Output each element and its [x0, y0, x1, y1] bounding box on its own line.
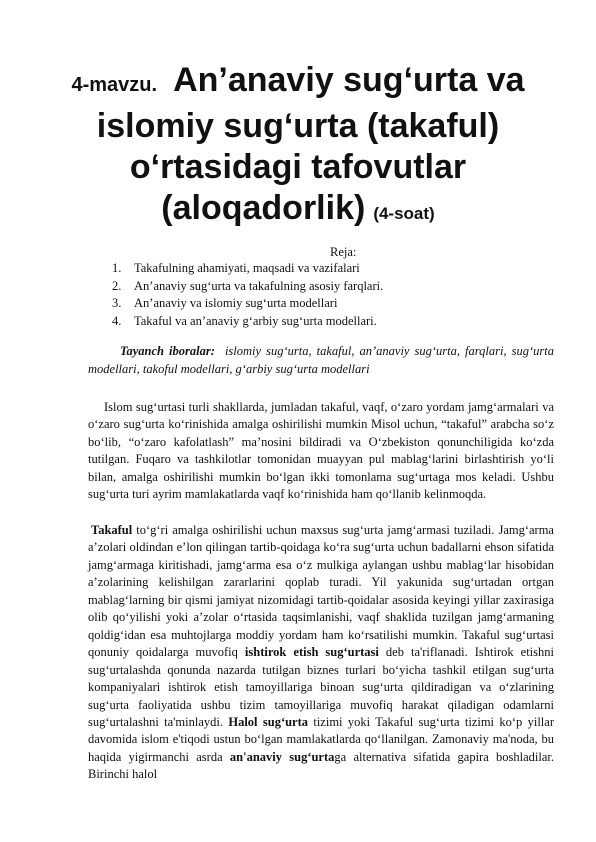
plan-item-number: 3.: [112, 296, 122, 310]
lecture-title: [60, 60, 536, 234]
keywords-text: islomiy sug‘urta, takaful, an’anaviy sug‘urta, farqlari, sug‘urta modellari, takoful modellari, g‘arbiy sug‘urta modellari: [88, 344, 555, 376]
plan-item-number: 4.: [112, 313, 122, 328]
plan-heading: Reja:: [330, 245, 357, 259]
plan-item-number: 1.: [112, 261, 122, 275]
plan-item: [112, 295, 383, 313]
main-title: An’anaviy sug‘urta va islomiy sug‘urta (takaful) o‘rtasidagi tafovutlar (aloqadorlik): [96, 61, 525, 227]
body-paragraph-1: Islom sug‘urtasi turli shakllarda, jumladan takaful, vaqf, o‘zaro yordam jamg‘armalari va o‘zaro sug‘urta ko‘rinishida amalga oshirilishi mumkin Misol uchun, “takaful” arabcha so‘z bo‘lib, “o‘zaro kafolatlash” ma’nosini bildiradi va O‘zbekiston qonunchiligida ko‘zda tutilgan. Fuqaro va tashkilotlar tomonidan muayyan pul mablag‘larini birlashtirish yo‘li bilan, amalga oshirilishi mumkin bo‘lgan ikki tomonlama sug‘urtaga mos keladi. Ushbu sug‘urta turi ayrim mamlakatlarda vaqf ko‘rinishida ham qo‘llanib kelinmoqda.: [88, 400, 554, 502]
halal-insurance-term: Halol sug‘urta: [228, 714, 309, 729]
paragraph-text: deb ta'riflanadi. Ishtirok etishni sug‘urtalashda qonunda nazarda tutilgan biznes turlari bo‘yicha tashkil etilgan sug‘urta kompaniyalari ishtirok etish tamoyillariga binoan sug‘urta qildiradigan va o‘zlarining sug‘urta faoliyatida ushbu tizim tamoyillariga muvofiq harakat qiladigan odamlarni sug‘urtalashni ta'minlaydi.: [88, 645, 554, 729]
plan-item-text: An’anaviy sug‘urta va takafulning asosiy farqlari.: [134, 278, 384, 293]
plan-item: [112, 313, 383, 331]
paragraph-text: tizimi yoki Takaful sug‘urta tizimi ko‘p yillar davomida islom e'tiqodi ustun bo‘lgan mamlakatlarda qo‘llanilgan. Zamonaviy ma'noda, bu haqida yigirmanchi asrda: [88, 714, 554, 764]
paragraph-text: ga alternativa sifatida gapira boshladilar. Birinchi halol: [88, 749, 555, 782]
keywords-label: Tayanch iboralar:: [120, 344, 215, 358]
plan-item: [112, 260, 383, 278]
plan-item-text: Takaful va an’anaviy g‘arbiy sug‘urta modellari.: [134, 313, 377, 328]
topic-label: 4-mavzu.: [71, 74, 158, 96]
plan-item-text: An’anaviy va islomiy sug‘urta modellari: [134, 296, 338, 310]
keywords-paragraph: [88, 343, 554, 378]
paragraph-text: to‘g‘ri amalga oshirilishi uchun maxsus sug‘urta jamg‘armasi tuziladi. Jamg‘arma a’zolari oldindan e’lon qilingan tartib-qoidaga ko‘ra sug‘urta uchun badallarni ehson sifatida jamg‘armaga kiritishadi, jamg‘arma esa o‘z mulkiga aylangan ushbu mablag‘lar hisobidan a’zolarining kelishilgan zararlarini qoplab turadi. Yil yakunida sug‘urtadan ortgan mablag‘larning bir qismi jamiyat nizomidagi tartib-qoidalar asosida keyingi yillar zaxirasiga olib qo‘yilishi yoki a’zolar o‘rtasida taqsimlanishi, vaqf shaklida tuzilgan jamg‘armaning qoldig‘idan esa muhtojlarga moddiy yordam ham ko‘rsatilishi mumkin. Takaful sug‘urtasi qonuniy qoidalarga muvofiq: [88, 523, 554, 660]
plan-item-text: Takafulning ahamiyati, maqsadi va vazifalari: [134, 261, 360, 275]
plan-list: [112, 260, 383, 330]
plan-item-number: 2.: [112, 278, 122, 293]
body-paragraph-2: [88, 522, 554, 784]
hours-label: (4-soat): [373, 204, 435, 223]
plan-item: [112, 278, 383, 296]
takaful-term: Takaful: [91, 523, 133, 537]
participation-insurance-term: ishtirok etish sug‘urtasi: [244, 645, 379, 660]
conventional-insurance-term: an'anaviy sug‘urta: [229, 749, 335, 764]
